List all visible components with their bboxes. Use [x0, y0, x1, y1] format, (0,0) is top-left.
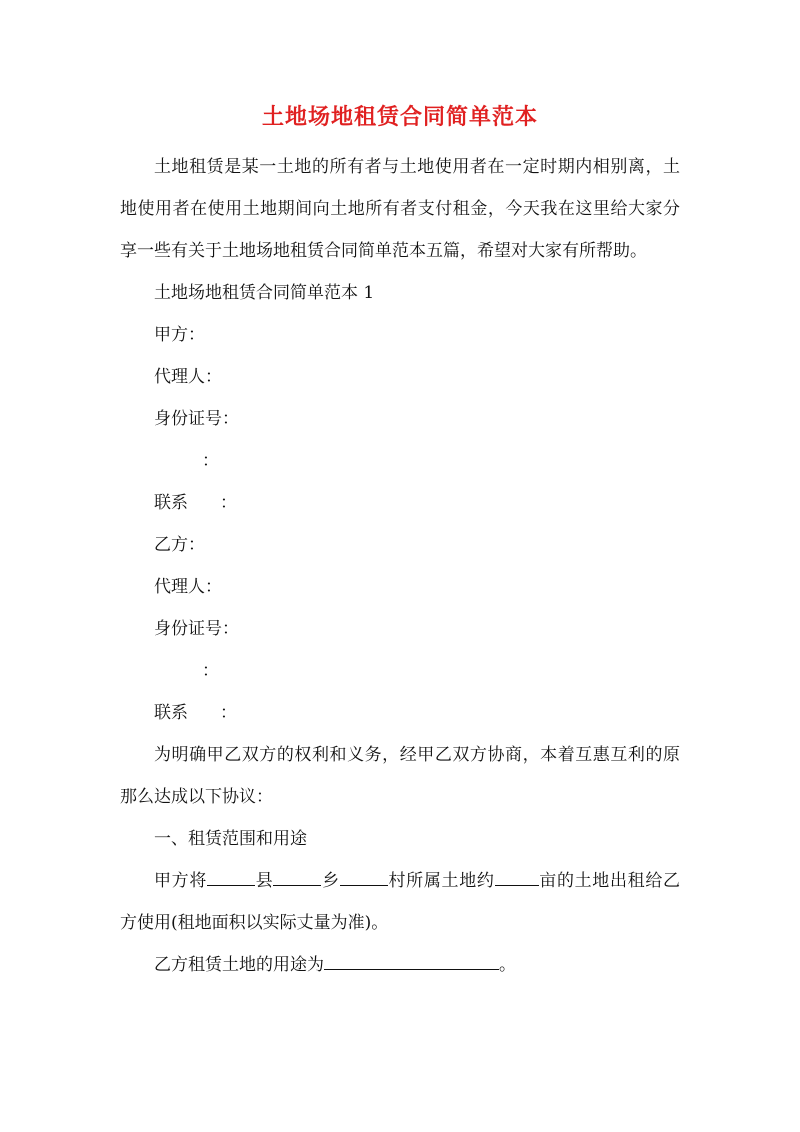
party-b-id: 身份证号：: [154, 619, 239, 639]
blank-township: [273, 884, 321, 886]
intro-paragraph: 土地租赁是某一土地的所有者与土地使用者在一定时期内相别离，土地使用者在使用土地期间向土地所有者支付租金，今天我在这里给大家分享一些有关于土地场地租赁合同简单范本五篇，希望对大家有所帮助。: [120, 157, 680, 261]
text-segment: 乙方租赁土地的用途为: [154, 955, 324, 975]
document-title: 土地场地租赁合同简单范本: [261, 104, 538, 130]
party-b-contact-colon: ：: [220, 703, 237, 723]
party-b-label: 乙方：: [154, 535, 205, 555]
text-segment: 县: [255, 871, 274, 891]
text-segment: 村所属土地约: [387, 871, 495, 891]
party-a-colon: ：: [202, 451, 219, 471]
section1-paragraph-1: [120, 860, 680, 944]
text-segment: 乡: [321, 871, 340, 891]
party-a-id: 身份证号：: [154, 409, 239, 429]
agreement-intro: 为明确甲乙双方的权利和义务，经甲乙双方协商，本着互惠互利的原那么达成以下协议：: [120, 745, 680, 807]
text-segment: 甲方将: [154, 871, 208, 891]
party-a-label: 甲方：: [154, 325, 205, 345]
party-b-contact: [120, 692, 680, 734]
party-b-contact-label: 联系: [154, 703, 188, 723]
document-body: [120, 146, 680, 986]
section1-paragraph-2: [120, 944, 680, 986]
party-a-contact-colon: ：: [220, 493, 237, 513]
party-b-colon: ：: [202, 661, 219, 681]
party-a-colon-line: [120, 440, 680, 482]
party-b-colon-line: [120, 650, 680, 692]
party-a-contact: [120, 482, 680, 524]
party-b-agent: 代理人：: [154, 577, 222, 597]
section1-title: 一、租赁范围和用途: [154, 829, 307, 849]
blank-usage: [324, 968, 499, 970]
blank-village: [340, 884, 388, 886]
text-segment: 亩的土地出租给乙方使用(租地面积以实际丈量为准)。: [120, 871, 681, 933]
party-a-contact-label: 联系: [154, 493, 188, 513]
blank-area: [495, 884, 539, 886]
text-segment: 。: [499, 955, 516, 975]
party-a-agent: 代理人：: [154, 367, 222, 387]
blank-county: [207, 884, 255, 886]
section-heading-1: 土地场地租赁合同简单范本 1: [154, 283, 375, 303]
